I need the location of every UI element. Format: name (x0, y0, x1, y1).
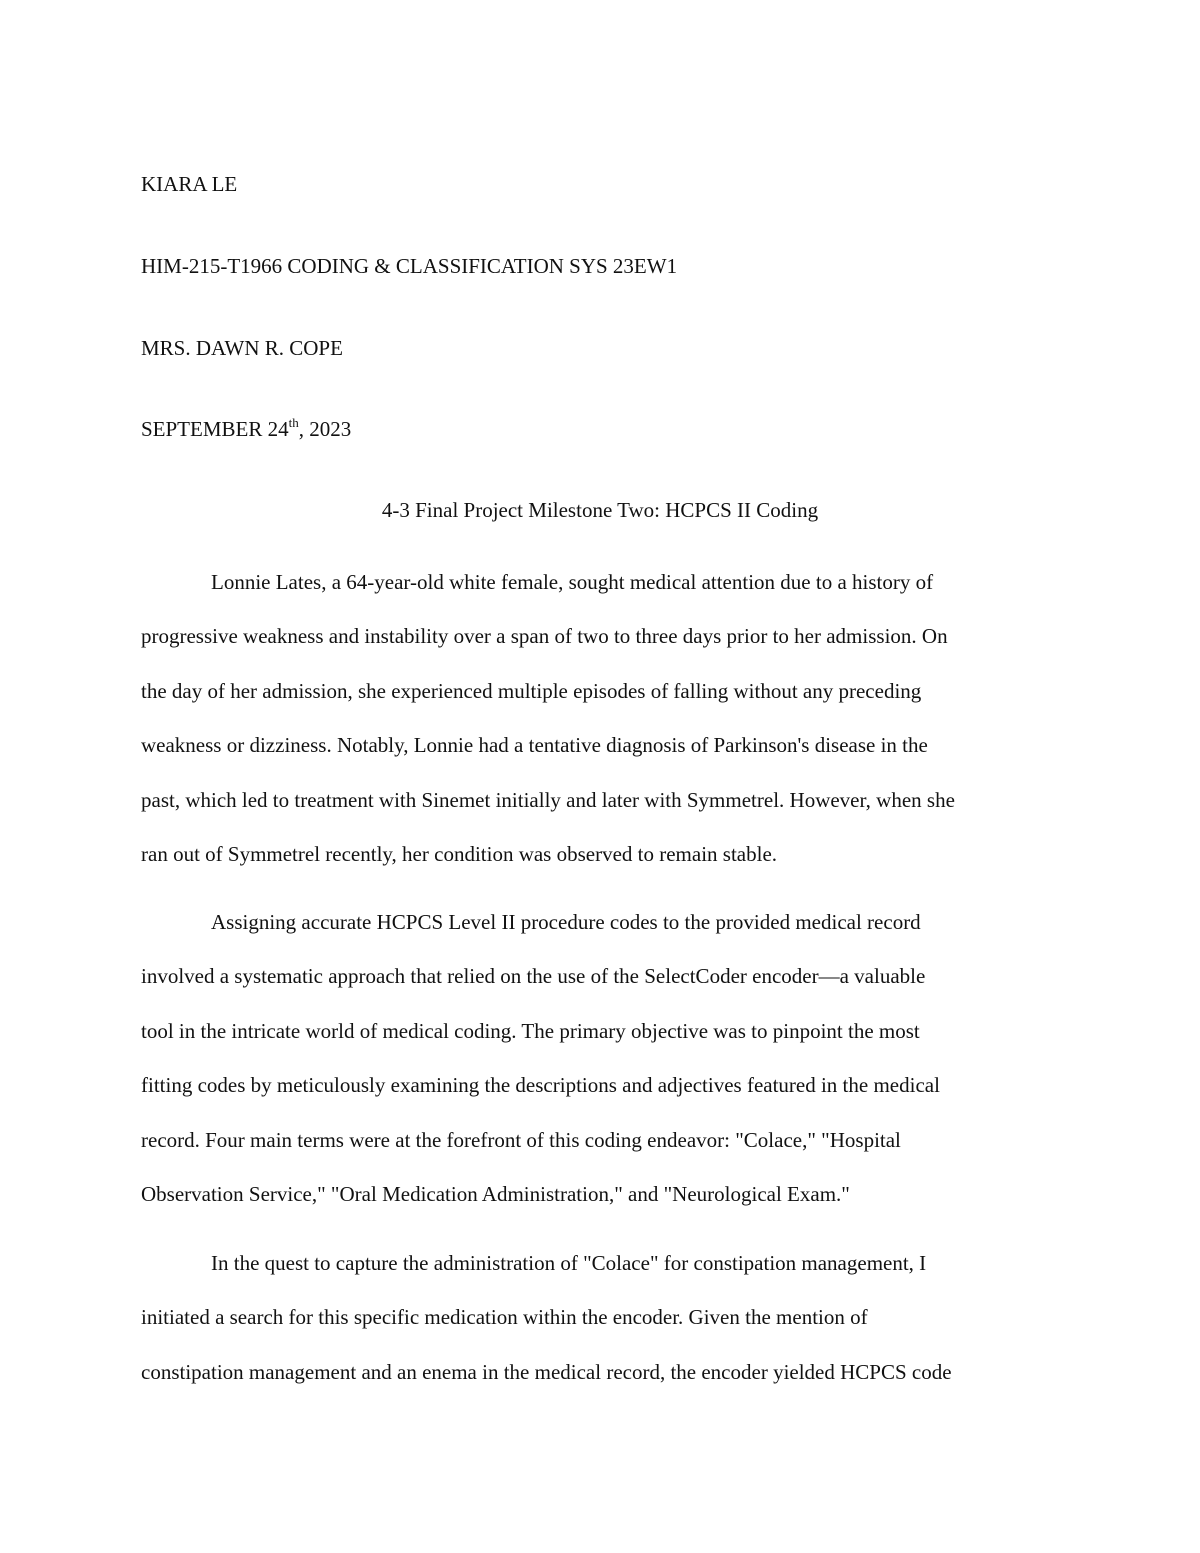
paragraph-line: record. Four main terms were at the forefront of this coding endeavor: "Colace," "Hospital (141, 1127, 901, 1152)
body-paragraph (141, 1236, 1061, 1399)
paragraph-line: ran out of Symmetrel recently, her condition was observed to remain stable. (141, 842, 778, 867)
course-title: HIM-215-T1966 CODING & CLASSIFICATION SYS 23EW1 (141, 254, 678, 278)
submission-date (141, 417, 351, 441)
paragraph-line: Lonnie Lates, a 64-year-old white female, sought medical attention due to a history of (211, 570, 934, 594)
paragraph-line: progressive weakness and instability over a span of two to three days prior to her admission. On (141, 624, 948, 649)
document-title: 4-3 Final Project Milestone Two: HCPCS II Coding (381, 498, 819, 522)
paragraph-line: constipation management and an enema in the medical record, the encoder yielded HCPCS code (141, 1359, 952, 1384)
paragraph-line: the day of her admission, she experienced multiple episodes of falling without any preceding (141, 678, 922, 703)
paragraph-line: involved a systematic approach that relied on the use of the SelectCoder encoder—a valuable (141, 964, 926, 989)
paragraph-line: initiated a search for this specific medication within the encoder. Given the mention of (141, 1305, 868, 1330)
paragraph-line: past, which led to treatment with Sinemet initially and later with Symmetrel. However, when she (141, 787, 955, 812)
body-paragraph (141, 895, 1061, 1221)
instructor-name: MRS. DAWN R. COPE (141, 336, 343, 360)
paragraph-line: weakness or dizziness. Notably, Lonnie had a tentative diagnosis of Parkinson's disease in the (141, 733, 928, 758)
body-paragraph (141, 555, 1061, 881)
date-ordinal-suffix: th (288, 415, 299, 430)
date-year: , 2023 (298, 417, 352, 441)
date-prefix: SEPTEMBER 24 (141, 417, 289, 441)
paragraph-line: Assigning accurate HCPCS Level II procedure codes to the provided medical record (211, 910, 921, 934)
paragraph-line: tool in the intricate world of medical coding. The primary objective was to pinpoint the most (141, 1018, 920, 1043)
student-name: KIARA LE (141, 172, 238, 196)
paragraph-line: Observation Service," "Oral Medication Administration," and "Neurological Exam." (141, 1182, 850, 1207)
paragraph-line: In the quest to capture the administration of "Colace" for constipation management, I (211, 1251, 927, 1275)
paragraph-line: fitting codes by meticulously examining the descriptions and adjectives featured in the medical (141, 1073, 940, 1098)
